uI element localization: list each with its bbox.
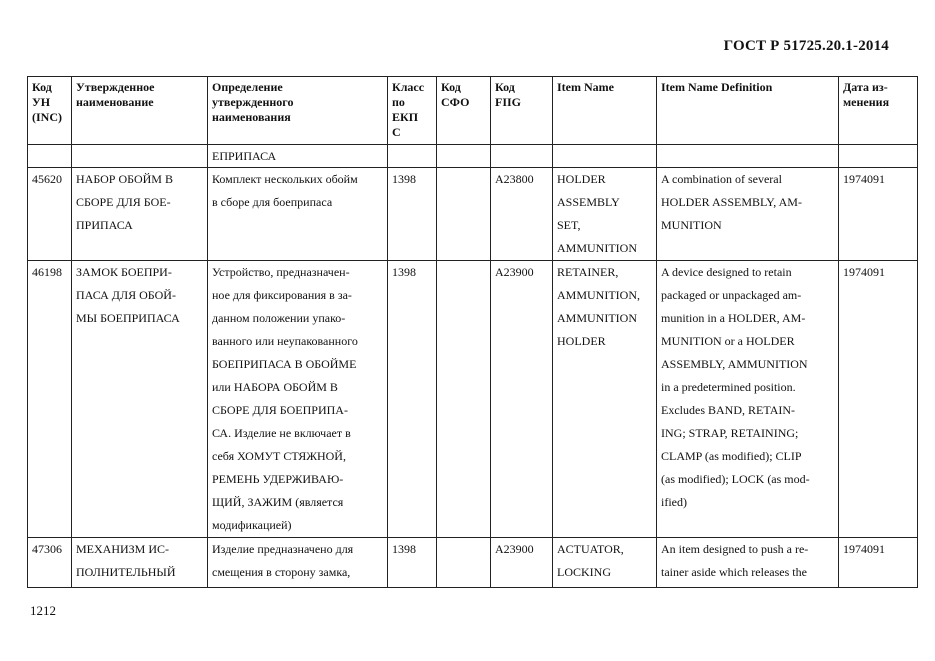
cell-item-def <box>657 261 839 538</box>
cell-item-def-line: Excludes BAND, RETAIN- <box>661 403 796 417</box>
table-header <box>28 77 918 145</box>
cell-name <box>72 538 208 588</box>
cell-definition-line: ЩИЙ, ЗАЖИМ (является <box>212 495 344 509</box>
cell-class: 1398 <box>388 261 437 538</box>
cell-definition-line: РЕМЕНЬ УДЕРЖИВАЮ- <box>212 472 344 486</box>
column-header <box>72 77 208 145</box>
cell-item-def-line: A device designed to retain <box>661 265 792 279</box>
cell-item-name-line: LOCKING <box>557 565 611 579</box>
cell-definition-line: БОЕПРИПАСА В ОБОЙМЕ <box>212 357 357 371</box>
table-row <box>28 261 918 538</box>
cell-item-def-line: CLAMP (as modified); CLIP <box>661 449 802 463</box>
cell-date: 1974091 <box>839 538 918 588</box>
column-header-line: утвержденного <box>212 95 294 109</box>
cell-item-def-line: munition in a HOLDER, AM- <box>661 311 806 325</box>
cell-item-def-line: MUNITION or a HOLDER <box>661 334 795 348</box>
column-header-line: Item Name <box>557 80 614 94</box>
column-header-line: наименование <box>76 95 154 109</box>
cell-name-line: ПРИПАСА <box>76 218 133 232</box>
cell-definition <box>208 261 388 538</box>
cell-sfo <box>437 538 491 588</box>
cell-definition-line: в сборе для боеприпаса <box>212 195 333 209</box>
cell-name <box>72 145 208 168</box>
cell-item-def-line: ING; STRAP, RETAINING; <box>661 426 799 440</box>
cell-item-name-line: HOLDER <box>557 334 606 348</box>
column-header-line: Код <box>495 80 515 94</box>
cell-class <box>388 145 437 168</box>
cell-name-line: ПОЛНИТЕЛЬНЫЙ <box>76 565 176 579</box>
cell-definition-line: модификацией) <box>212 518 292 532</box>
document-standard-title: ГОСТ Р 51725.20.1-2014 <box>723 38 889 54</box>
cell-name-line: МЫ БОЕПРИПАСА <box>76 311 180 325</box>
cell-name <box>72 168 208 261</box>
cell-class: 1398 <box>388 538 437 588</box>
cell-definition-line: или НАБОРА ОБОЙМ В <box>212 380 338 394</box>
column-header <box>553 77 657 145</box>
cell-item-def-line: An item designed to push a re- <box>661 542 809 556</box>
cell-date: 1974091 <box>839 168 918 261</box>
cell-definition-line: Устройство, предназначен- <box>212 265 350 279</box>
cell-item-name-line: RETAINER, <box>557 265 619 279</box>
cell-definition-line: смещения в сторону замка, <box>212 565 351 579</box>
cell-item-def-line: ASSEMBLY, AMMUNITION <box>661 357 808 371</box>
cell-item-name-line: AMMUNITION, <box>557 288 640 302</box>
cell-definition-line: СА. Изделие не включает в <box>212 426 351 440</box>
cell-item-def-line: A combination of several <box>661 172 782 186</box>
column-header-line: FIIG <box>495 95 522 109</box>
cell-item-def <box>657 168 839 261</box>
cell-item-def-line: ified) <box>661 495 687 509</box>
column-header-line: наименования <box>212 110 291 124</box>
column-header-line: Утвержденное <box>76 80 155 94</box>
column-header-line: Код <box>441 80 461 94</box>
cell-item-def-line: HOLDER ASSEMBLY, AM- <box>661 195 802 209</box>
cell-item-def-line: in a predetermined position. <box>661 380 796 394</box>
cell-sfo <box>437 261 491 538</box>
column-header <box>208 77 388 145</box>
cell-fiig: A23900 <box>491 538 553 588</box>
cell-name-line: МЕХАНИЗМ ИС- <box>76 542 170 556</box>
column-header-line: Код <box>32 80 52 94</box>
cell-class: 1398 <box>388 168 437 261</box>
cell-item-name <box>553 261 657 538</box>
cell-item-def <box>657 145 839 168</box>
table-body <box>28 145 918 588</box>
cell-sfo <box>437 145 491 168</box>
cell-item-name-line: ACTUATOR, <box>557 542 624 556</box>
column-header <box>437 77 491 145</box>
continuation-row <box>28 145 918 168</box>
cell-item-def-line: MUNITION <box>661 218 722 232</box>
column-header <box>388 77 437 145</box>
cell-fiig: A23900 <box>491 261 553 538</box>
page-number: 1212 <box>30 603 56 618</box>
cell-item-def-line: (as modified); LOCK (as mod- <box>661 472 810 486</box>
cell-item-name-line: HOLDER <box>557 172 606 186</box>
cell-date: 1974091 <box>839 261 918 538</box>
cell-definition-line: себя ХОМУТ СТЯЖНОЙ, <box>212 449 346 463</box>
cell-item-name-line: SET, <box>557 218 581 232</box>
cell-definition <box>208 538 388 588</box>
cell-date <box>839 145 918 168</box>
column-header-line: СФО <box>441 95 470 109</box>
cell-name <box>72 261 208 538</box>
cell-name-line: НАБОР ОБОЙМ В <box>76 172 173 186</box>
cell-definition-line: ное для фиксирования в за- <box>212 288 352 302</box>
cell-name-line: ПАСА ДЛЯ ОБОЙ- <box>76 288 176 302</box>
cell-item-name <box>553 538 657 588</box>
column-header-line: менения <box>843 95 890 109</box>
column-header-line: ЕКП <box>392 110 419 124</box>
cell-item-def-line: packaged or unpackaged am- <box>661 288 802 302</box>
column-header-line: УН <box>32 95 51 109</box>
column-header-line: Дата из- <box>843 80 888 94</box>
cell-item-def <box>657 538 839 588</box>
cell-definition-line: Изделие предназначено для <box>212 542 354 556</box>
column-header <box>657 77 839 145</box>
cell-inc: 45620 <box>28 168 72 261</box>
cell-inc: 47306 <box>28 538 72 588</box>
cell-definition-line: ванного или неупакованного <box>212 334 358 348</box>
column-header <box>839 77 918 145</box>
column-header-line: Определение <box>212 80 283 94</box>
cell-definition: ЕПРИПАСА <box>208 145 388 168</box>
cell-definition-line: СБОРЕ ДЛЯ БОЕПРИПА- <box>212 403 348 417</box>
cell-item-name <box>553 145 657 168</box>
cell-fiig <box>491 145 553 168</box>
cell-sfo <box>437 168 491 261</box>
cell-item-name-line: ASSEMBLY <box>557 195 620 209</box>
column-header-line: С <box>392 125 401 139</box>
column-header-line: (INC) <box>32 110 62 124</box>
column-header <box>28 77 72 145</box>
table-row <box>28 538 918 588</box>
cell-fiig: A23800 <box>491 168 553 261</box>
table-row <box>28 168 918 261</box>
cell-definition-line: Комплект нескольких обойм <box>212 172 358 186</box>
cell-item-name-line: AMMUNITION <box>557 241 637 255</box>
cell-inc <box>28 145 72 168</box>
catalog-table <box>27 76 918 588</box>
column-header-line: Item Name Definition <box>661 80 773 94</box>
header-row <box>28 77 918 145</box>
cell-definition <box>208 168 388 261</box>
cell-name-line: СБОРЕ ДЛЯ БОЕ- <box>76 195 171 209</box>
column-header <box>491 77 553 145</box>
cell-item-name <box>553 168 657 261</box>
cell-name-line: ЗАМОК БОЕПРИ- <box>76 265 172 279</box>
cell-item-name-line: AMMUNITION <box>557 311 637 325</box>
cell-definition-line: данном положении упако- <box>212 311 346 325</box>
column-header-line: по <box>392 95 405 109</box>
cell-inc: 46198 <box>28 261 72 538</box>
column-header-line: Класс <box>392 80 425 94</box>
cell-item-def-line: tainer aside which releases the <box>661 565 807 579</box>
